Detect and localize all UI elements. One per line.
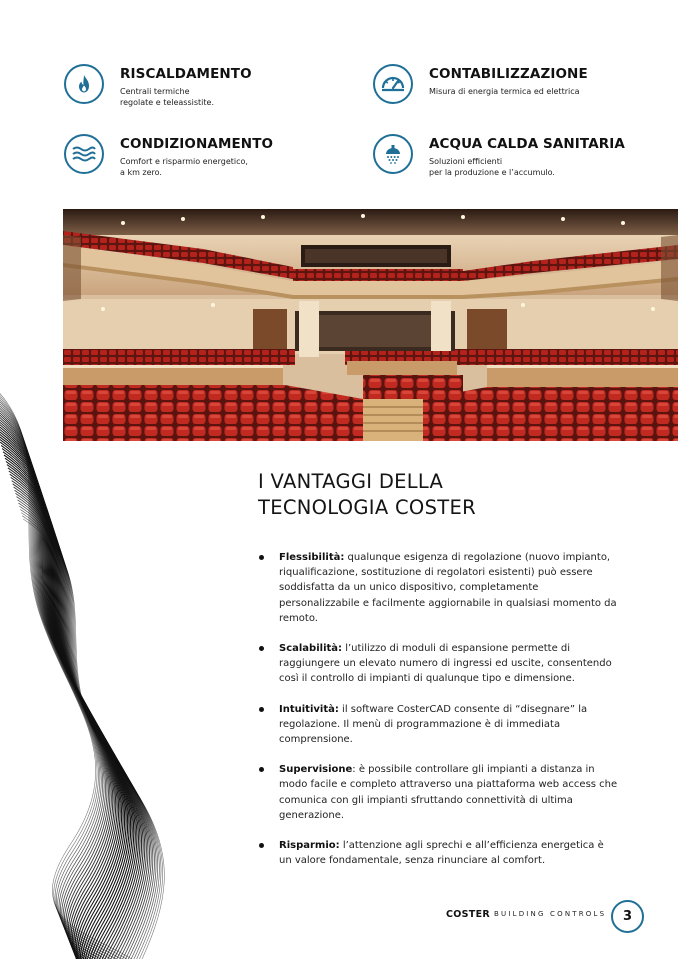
- feature-description: Comfort e risparmio energetico, a km zero.: [120, 157, 248, 177]
- list-item: [258, 762, 618, 823]
- footer-brand: COSTER: [446, 909, 490, 920]
- feature-description: Misura di energia termica ed elettrica: [429, 87, 580, 96]
- feature-title: ACQUA CALDA SANITARIA: [429, 136, 625, 152]
- dna-strands: [0, 375, 164, 959]
- advantages-list: [258, 550, 618, 883]
- bullet-text: l’utilizzo di moduli di espansione permette di raggiungere un elevato numero di ingressi ed uscite, consentendo così il controllo di impianti di qualunque tipo e dimensione.: [279, 643, 612, 685]
- feature-condizionamento: [64, 134, 273, 178]
- list-item: [258, 702, 618, 748]
- feature-description: Centrali termiche regolate e teleassistite.: [120, 87, 214, 107]
- bullet-text: qualunque esigenza di regolazione (nuovo impianto, riqualificazione, sostituzione di regolatori esistenti) può essere soddisfatta da un unico dispositivo, completamente personalizzabile e facilmente aggiornabile in qualsiasi momento da remoto.: [279, 552, 617, 624]
- bullet-dot: [259, 707, 264, 712]
- list-item: [258, 838, 618, 868]
- gauge-icon: [373, 64, 413, 104]
- page-number-label: 3: [622, 909, 633, 924]
- shower-icon: [373, 134, 413, 174]
- list-item: [258, 641, 618, 687]
- feature-title: CONDIZIONAMENTO: [120, 136, 274, 152]
- bullet-term: Intuitività:: [279, 703, 339, 715]
- feature-contabilizzazione: [373, 64, 588, 104]
- bullet-dot: [259, 767, 264, 772]
- flame-icon: [64, 64, 104, 104]
- bullet-dot: [259, 646, 264, 651]
- section-heading: [258, 469, 638, 521]
- bullet-text: il software CosterCAD consente di “disegnare” la regolazione. Il menù di programmazione è di immediata comprensione.: [279, 703, 588, 746]
- footer-tagline: BUILDING CONTROLS: [494, 910, 607, 918]
- page-number: [611, 900, 644, 933]
- feature-acqua-calda-sanitaria: [373, 134, 625, 178]
- air-waves-icon: [64, 134, 104, 174]
- bullet-term: Supervisione: [279, 764, 353, 776]
- bullet-text: : è possibile controllare gli impianti a distanza in modo facile e completo attraverso una piattaforma web access che comunica con gli impianti sfruttando connettività di ultima generazione.: [279, 764, 618, 821]
- feature-title: CONTABILIZZAZIONE: [429, 66, 588, 82]
- bullet-text: l’attenzione agli sprechi e all’efficienza energetica è un valore fondamentale, senza rinunciare al comfort.: [279, 840, 604, 867]
- bullet-term: Risparmio:: [279, 840, 340, 852]
- bullet-term: Scalabilità:: [279, 643, 343, 655]
- list-item: [258, 550, 618, 626]
- bullet-term: Flessibilità:: [279, 552, 345, 563]
- heading-line-1: I VANTAGGI DELLA: [258, 470, 444, 493]
- feature-description: Soluzioni efficienti per la produzione e l’accumulo.: [429, 157, 555, 177]
- dna-line-artwork: [0, 375, 175, 959]
- feature-title: RISCALDAMENTO: [120, 66, 252, 82]
- bullet-dot: [259, 555, 264, 560]
- heading-line-2: TECNOLOGIA COSTER: [258, 496, 476, 519]
- bullet-dot: [259, 843, 264, 848]
- feature-riscaldamento: [64, 64, 252, 108]
